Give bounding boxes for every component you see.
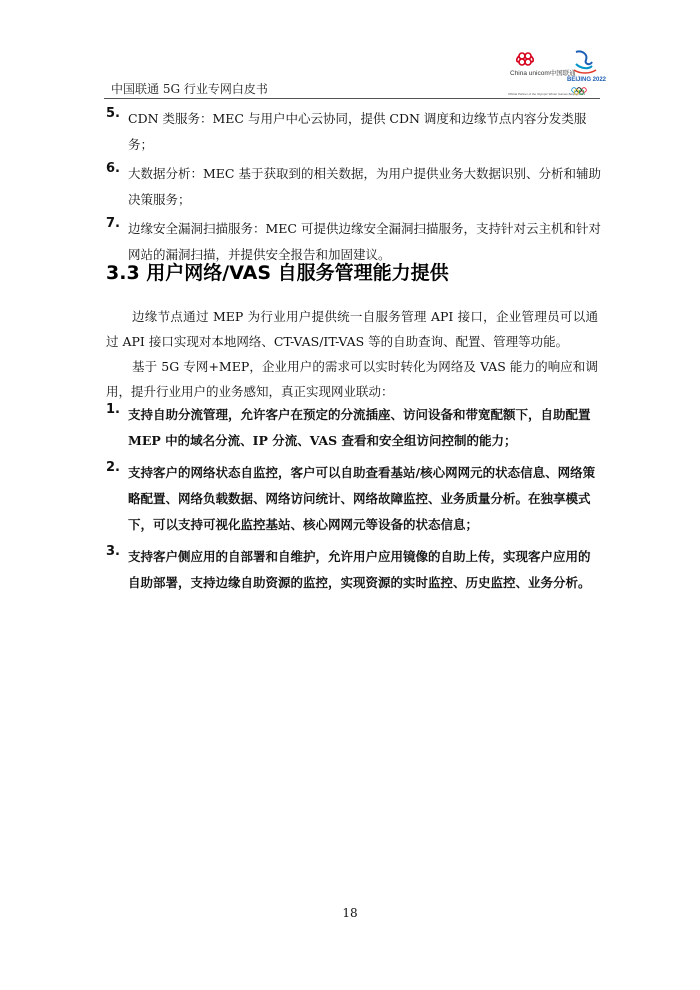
list-item-text: 大数据分析：MEC 基于获取到的相关数据，为用户提供业务大数据识别、分析和辅助决策服务；	[128, 166, 601, 207]
page-number: 18	[342, 906, 358, 920]
beijing-logo-text: BEIJING 2022	[567, 77, 607, 83]
list-item-text: 支持客户的网络状态自监控，客户可以自助查看基站/核心网网元的状态信息、网络策略配置、网络负载数据、网络访问统计、网络故障监控、业务质量分析。在独享模式下，可以支持可视化监控基站、核心网网元等设备的状态信息；	[128, 465, 596, 532]
list-item	[106, 161, 602, 213]
china-unicom-logo	[508, 48, 576, 96]
beijing-2022-logo	[562, 48, 606, 96]
list-item-text: CDN 类服务：MEC 与用户中心云协同，提供 CDN 调度和边缘节点内容分发类服务；	[128, 111, 587, 152]
capability-list	[106, 402, 602, 596]
document-title: 中国联通 5G 行业专网白皮书	[111, 82, 268, 96]
unicom-logo-text: China unicom中国联通	[510, 70, 576, 77]
section-heading: 3.3 用户网络/VAS 自服务管理能力提供	[106, 262, 449, 284]
list-item	[106, 402, 602, 454]
list-number: 3.	[106, 544, 120, 559]
header-logos	[508, 48, 607, 96]
list-number: 5.	[106, 106, 120, 121]
list-item	[106, 460, 602, 538]
service-list-top	[106, 106, 602, 268]
list-item	[106, 106, 602, 158]
list-item	[106, 544, 602, 596]
paragraph: 基于 5G 专网+MEP，企业用户的需求可以实时转化为网络及 VAS 能力的响应和调用，提升行业用户的业务感知，真正实现网业联动：	[106, 359, 598, 399]
list-number: 2.	[106, 460, 120, 475]
list-number: 1.	[106, 402, 120, 417]
logo-caption: Official Partner of the Olympic Winter Games Beijing 2022	[508, 92, 586, 96]
list-item-text: 边缘安全漏洞扫描服务：MEC 可提供边缘安全漏洞扫描服务，支持针对云主机和针对网站的漏洞扫描，并提供安全报告和加固建议。	[128, 221, 601, 262]
header-divider	[104, 98, 600, 99]
paragraph: 边缘节点通过 MEP 为行业用户提供统一自服务管理 API 接口，企业管理员可以通过 API 接口实现对本地网络、CT-VAS/IT-VAS 等的自助查询、配置、管理等功能。	[106, 309, 598, 349]
list-number: 6.	[106, 161, 120, 176]
list-item-text: 支持客户侧应用的自部署和自维护，允许用户应用镜像的自助上传，实现客户应用的自助部署，支持边缘自助资源的监控，实现资源的实时监控、历史监控、业务分析。	[128, 549, 591, 590]
list-item-text: 支持自助分流管理，允许客户在预定的分流插座、访问设备和带宽配额下，自助配置 MEP 中的域名分流、IP 分流、VAS 查看和安全组访问控制的能力；	[128, 407, 591, 448]
list-number: 7.	[106, 216, 120, 231]
